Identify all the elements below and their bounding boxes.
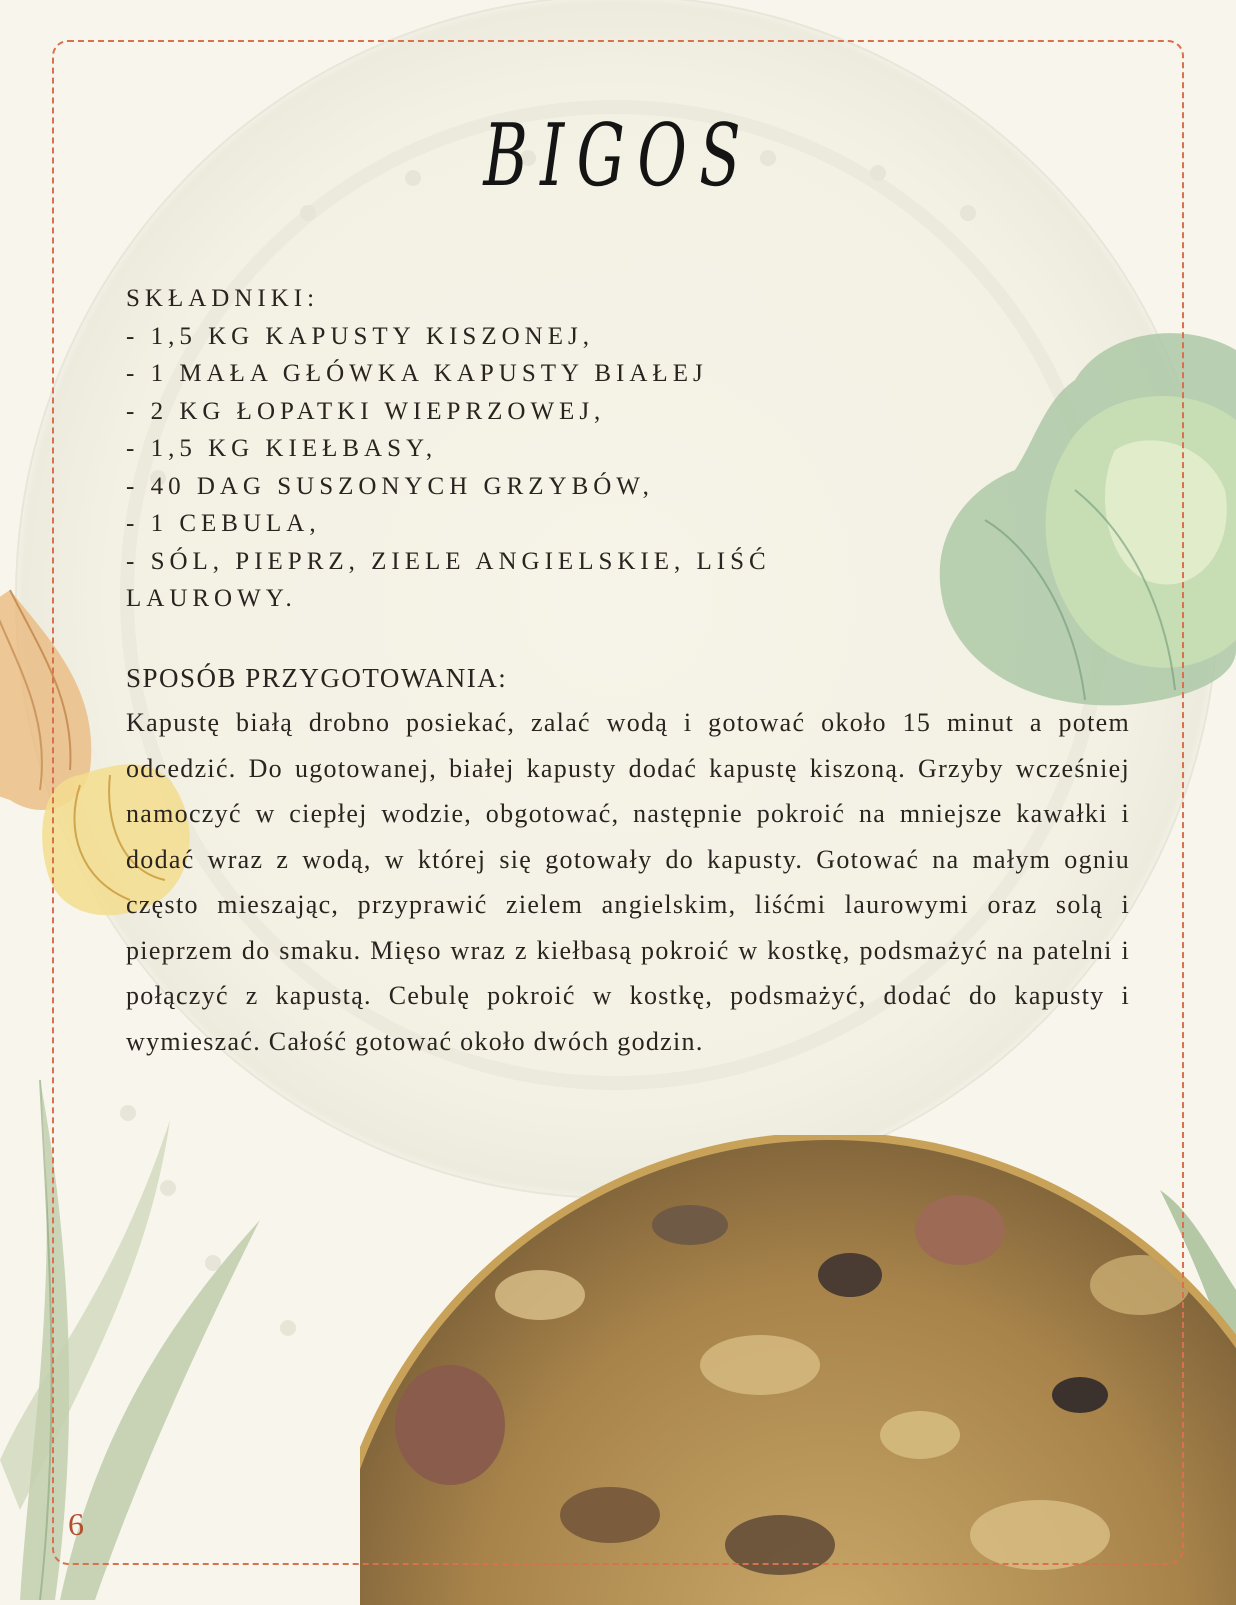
ingredients-section	[126, 280, 826, 618]
ingredient-item: LAUROWY.	[126, 585, 297, 612]
ingredient-item: - 40 DAG SUSZONYCH GRZYBÓW,	[126, 472, 654, 500]
ingredient-item: - 1 MAŁA GŁÓWKA KAPUSTY BIAŁEJ	[126, 360, 708, 387]
ingredient-item: - 1,5 KG KIEŁBASY,	[126, 435, 438, 462]
ingredient-item: - SÓL, PIEPRZ, ZIELE ANGIELSKIE, LIŚĆ	[126, 547, 771, 575]
ingredients-heading: SKŁADNIKI:	[126, 285, 320, 312]
page-number: 6	[68, 1506, 84, 1542]
recipe-title: BIGOS	[476, 106, 760, 206]
ingredient-item: - 1,5 KG KAPUSTY KISZONEJ,	[126, 322, 594, 350]
method-heading: SPOSÓB PRZYGOTOWANIA:	[126, 663, 508, 693]
ingredient-item: - 1 CEBULA,	[126, 510, 321, 537]
ingredient-item: - 2 KG ŁOPATKI WIEPRZOWEJ,	[126, 397, 606, 425]
method-text: Kapustę białą drobno posiekać, zalać wodą i gotować około 15 minut a potem odcedzić. Do ugotowanej, białej kapusty dodać kapustę kiszoną. Grzyby wcześniej namoczyć w ciepłej wodzie, obgotować, następnie pokroić na mniejsze kawałki i dodać wraz z wodą, w której się gotowały do kapusty. Gotować na małym ogniu często mieszając, przyprawić zielem angielskim, liśćmi laurowymi oraz solą i pieprzem do smaku. Mięso wraz z kiełbasą pokroić w kostkę, podsmażyć na patelni i połączyć z kapustą. Cebulę pokroić w kostkę, podsmażyć, dodać do kapusty i wymieszać. Całość gotować około dwóch godzin.	[126, 708, 1130, 1056]
